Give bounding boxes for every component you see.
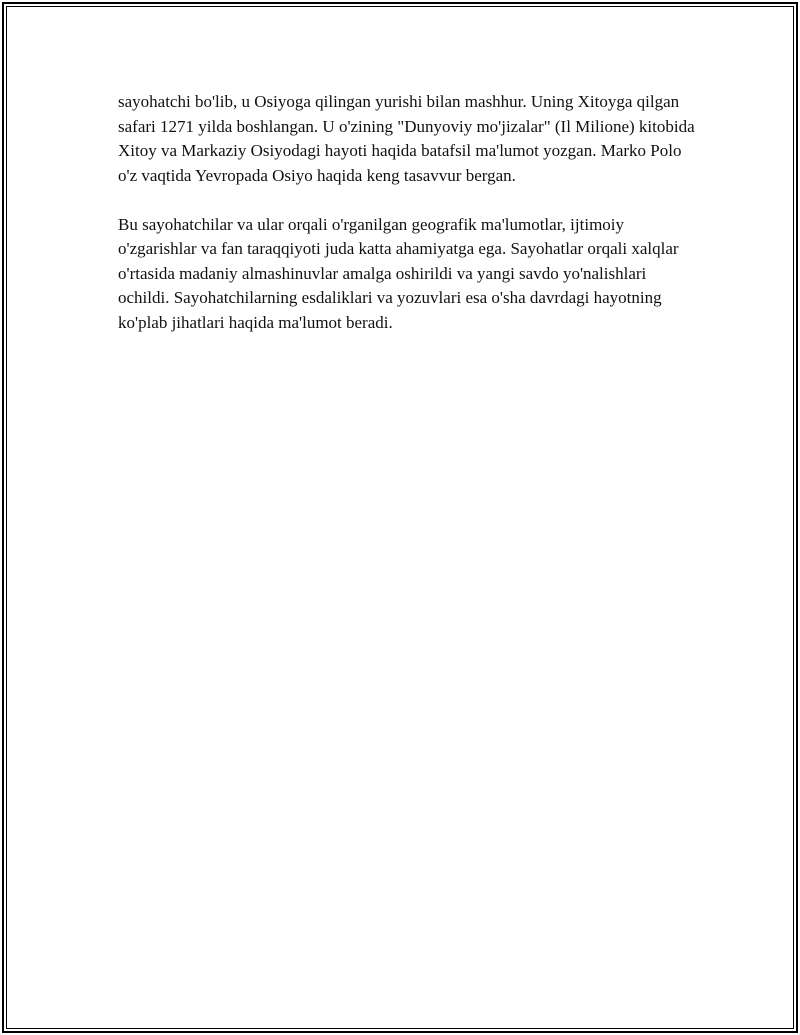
document-body	[118, 90, 698, 360]
paragraph: sayohatchi bo'lib, u Osiyoga qilingan yurishi bilan mashhur. Uning Xitoyga qilgan safari 1271 yilda boshlangan. U o'zining "Dunyoviy mo'jizalar" (Il Milione) kitobida Xitoy va Markaziy Osiyodagi hayoti haqida batafsil ma'lumot yozgan. Marko Polo o'z vaqtida Yevropada Osiyo haqida keng tasavvur bergan.	[118, 92, 695, 185]
paragraph: Bu sayohatchilar va ular orqali o'rganilgan geografik ma'lumotlar, ijtimoiy o'zgarishlar va fan taraqqiyoti juda katta ahamiyatga ega. Sayohatlar orqali xalqlar o'rtasida madaniy almashinuvlar amalga oshirildi va yangi savdo yo'nalishlari ochildi. Sayohatchilarning esdaliklari va yozuvlari esa o'sha davrdagi hayotning ko'plab jihatlari haqida ma'lumot beradi.	[118, 214, 679, 332]
